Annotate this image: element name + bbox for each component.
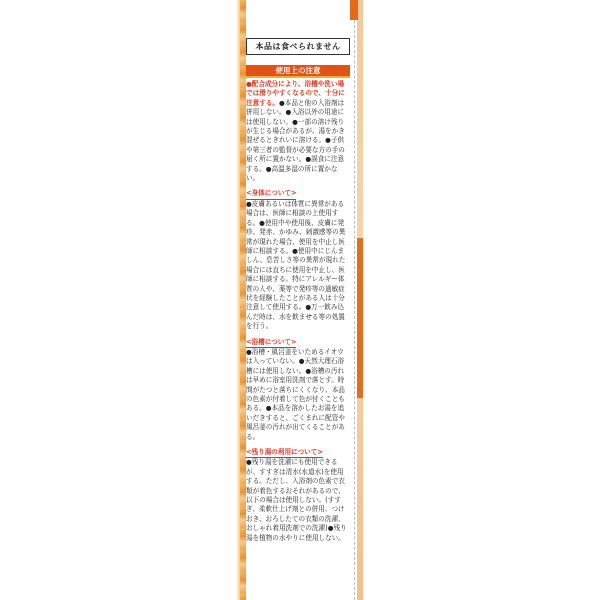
section-heading-body: <身体について> (246, 189, 296, 199)
right-orange-accent (357, 238, 363, 398)
intro-paragraph (246, 80, 350, 183)
section-heading-bathtub: <浴槽について> (246, 338, 296, 348)
intro-body: ●本品と他の入浴剤は併用しない。●入浴以外の用途には使用しない。●一部の溶け残りが生じる場合があるが、湯をかき混ぜるときれいに溶ける。●子供や第三者の監督が必要な方の手の届く所に置かない。●誤食に注意する。●高温多湿の所に置かない。 (246, 98, 345, 183)
top-orange-accent (350, 0, 358, 20)
not-edible-warning: 本品は食べられません (246, 38, 350, 55)
section-body-text: ●皮膚あるいは体質に異常がある場合は、医師に相談の上使用する。●使用中や使用後、皮膚に発疹、発赤、かゆみ、刺激感等の異常が現れた場合、使用を中止し医師に相談する。●使用中にじんましん、息苦しさ等の異常が現れた場合には直ちに使用を中止し、医師に相談する。特にアレルギー体質の人や、薬等で発疹等の過敏症状を経験したことがある人は十分注意して使用する。●万一飲み込んだ時は、水を飲ませる等の処置を行う。 (246, 199, 346, 331)
section-bathtub-text: ●浴槽・風呂釜をいためるイオウは入っていない。●天然大理石浴槽には使用しない。●浴槽の汚れは早めに浴室用洗剤で落とす。時間がたつと落ちにくくなり、本品の色素が付着して色が付くこともある。●本品を溶かしたお湯を追いだきすると、ごくまれに配管や風呂釜の汚れが出てくることがある。 (246, 347, 345, 441)
slip-warning-highlight: ●配合成分により、浴槽や洗い場では滑りやすくなるので、十分に注意する。 (246, 80, 345, 107)
section-leftover-water-text: ●残り湯を洗濯にも使用できるが、すすぎは清水(水道水)を使用する。ただし、入浴剤の色素で衣類が着色するおそれがあるので、以下の場合は使用しない。(すすぎ、柔軟仕上げ剤との併用、つけおき、おろしたての衣類の洗濯、おしゃれ着用洗剤での洗濯)●残り湯を植物の水やりに使用しない。 (246, 458, 347, 542)
dashed-fold-line (354, 0, 355, 600)
section-heading-leftover-water: <残り湯の利用について> (246, 448, 323, 458)
caution-text-column (246, 30, 350, 543)
usage-caution-title: 使用上の注意 (246, 65, 350, 78)
